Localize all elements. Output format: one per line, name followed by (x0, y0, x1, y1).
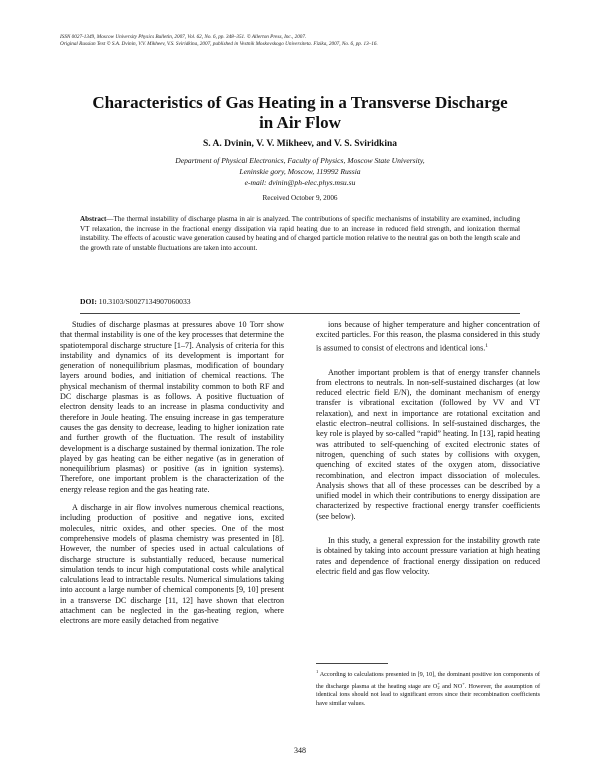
affiliation-line2: Leninskie gory, Moscow, 119992 Russia (239, 167, 361, 176)
footnote-number: 1 (316, 669, 319, 674)
paragraph: A discharge in air flow involves numerous chemical reactions, including production of positive and negative ions, excited molecules, nitric oxides, and other species. One of the most comprehensive models of plasma chemistry was presented in [8]. However, the number of species used in actual calculations of discharge structure is substantially reduced, because numerical simulation tends to incur high computational costs while analytical calculations lead to intractable results. Numerical simulations taking into account a large number of chemical components [9, 10] present in a transverse DC discharge [11, 12] have shown that electron attachment can be neglected in the gas-heating region, where electrons are more easily detached from negative (60, 503, 284, 626)
abstract-label: Abstract (80, 215, 107, 223)
doi (80, 297, 191, 306)
journal-header (60, 34, 540, 48)
abstract (80, 215, 520, 253)
received-date: Received October 9, 2006 (262, 194, 338, 202)
journal-header-line1: ISSN 0027-1349, Moscow University Physics Bulletin, 2007, Vol. 62, No. 6, pp. 348–351. © Allerton Press, Inc., 2007. (60, 34, 307, 40)
header-divider (80, 313, 520, 314)
title-line1: Characteristics of Gas Heating in a Transverse Discharge (92, 93, 508, 112)
footnote-mark[interactable]: 1 (485, 342, 489, 349)
paragraph: Studies of discharge plasmas at pressures above 10 Torr show that thermal instability is one of the key processes that determine the spatiotemporal discharge structure [1–7]. Analysis of criteria for this instability and dynamics of its development is important for generation of nonequilibrium plasmas, modification of boundary layers around bodies, and initiation of chemical reactions. The physical mechanism of thermal instability common to both RF and DC discharge plasmas is as follows. A positive fluctuation of electron density leads to an increase in plasma conductivity and therefore in Joule heating. The ensuing increase in gas temperature causes the gas density to decrease, leading to higher ionization rate and further growth of the fluctuation. The result of instability development is a discharge sustained by thermal ionization. The role played by gas heating can be either negative (as in generation of nonequilibrium plasmas) or positive (as in ignition systems). Therefore, one important problem is the characterization of the energy release region and the gas heating rate. (60, 320, 284, 494)
article-title (40, 93, 560, 133)
footnote: $^1$ According to calculations presented in [9, 10], the dominant positive ion components of the discharge plasma at the heating stage are O+ 2 and NO+. However, the assumption of identical ions should not lead to significant errors since their recombination coefficients have similar values. (316, 669, 540, 707)
authors: S. A. Dvinin, V. V. Mikheev, and V. S. Sviridkina (202, 139, 398, 149)
author-email[interactable]: e-mail: dvinin@ph-elec.phys.msu.su (244, 178, 356, 187)
page-number: 348 (294, 746, 306, 755)
title-line2: in Air Flow (259, 113, 341, 132)
affiliation-line1: Department of Physical Electronics, Faculty of Physics, Moscow State University, (175, 156, 425, 165)
paragraph: Another important problem is that of energy transfer channels from electrons to neutrals. In non-self-sustained discharges (at low reduced electric field E/N), the dominant mechanism of energy transfer is vibrational excitation (followed by VV and VT relaxation), and next in importance are rotational excitation and elastic electron–neutral collisions. In self-sustained discharges, the key role is played by so-called “rapid” heating. In [13], rapid heating was attributed to self-quenching of excited electronic states of nitrogen, quenching of such states by collisions with oxygen, quenching of excited states of the oxygen atom, dissociative recombination, and electron impact dissociation of molecules. Analysis shows that all of these processes can be described by a unified model in which their contributions to energy dissipation are characterized by respective fractional energy transfer coefficients (see below). (316, 367, 540, 521)
journal-header-line2: Original Russian Text © S.A. Dvinin, V.V. Mikheev, V.S. Sviridkina, 2007, published in Vestnik Moskovskogo Universiteta. Fizika, 2007, No. 6, pp. 13–16. (60, 41, 378, 47)
abstract-text: —The thermal instability of discharge plasma in air is analyzed. The contributions of specific mechanisms of instability are examined, including VT relaxation, the increase in the fractional energy dissipation via rapid heating due to an increase in reduced field strength, and ionization thermal instability. The effects of acoustic wave generation caused by heating and of charged particle motion relative to the neutral gas on both the length scale and the growth rate of unstable fluctuations are taken into account. (80, 215, 520, 252)
left-column (60, 320, 284, 627)
ion-no: NO+ (453, 680, 465, 690)
right-column (316, 320, 540, 577)
doi-label: DOI: (80, 297, 97, 306)
ion-o2: O+ 2 (432, 681, 440, 691)
paragraph: ions because of higher temperature and higher concentration of excited particles. For this reason, the plasma considered in this study is assumed to consist of electrons and identical ions.$^1$ (316, 320, 540, 353)
footnote-divider (316, 663, 388, 664)
affiliation (40, 155, 560, 188)
doi-value[interactable]: 10.3103/S0027134907060033 (98, 297, 191, 306)
paragraph: In this study, a general expression for the instability growth rate is obtained by taking into account pressure variation at high heating rates and dependence of fractional energy dissipation on reduced electric field and gas flow velocity. (316, 536, 540, 576)
